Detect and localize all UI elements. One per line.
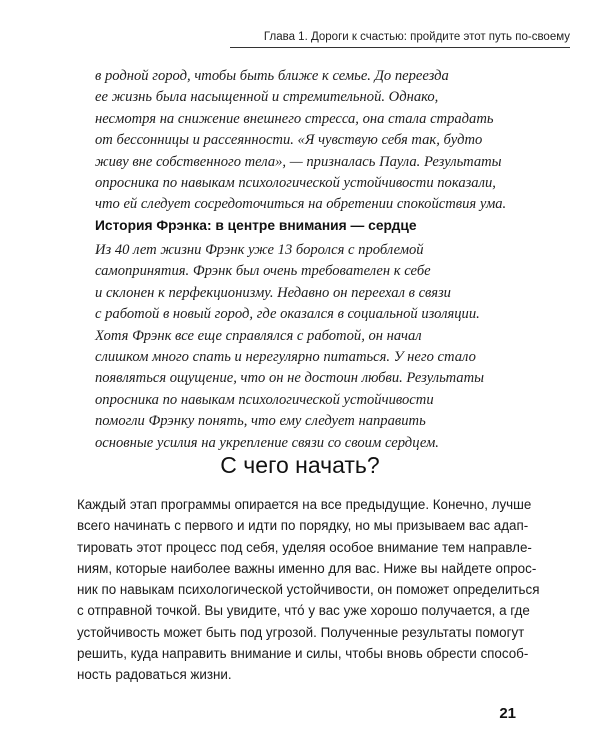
text-line: что ей следует сосредоточиться на обретении спокойствия ума.	[95, 196, 507, 213]
text-line: в родной город, чтобы быть ближе к семье. До переезда	[95, 68, 449, 84]
frank-story-text	[95, 240, 535, 454]
text-line: опросника по навыкам психологической устойчивости	[95, 391, 434, 408]
text-line: ниям, которые наиболее важны именно для вас. Ниже вы найдете опрос-	[77, 560, 537, 576]
header-rule	[230, 47, 570, 48]
text-line: от бессонницы и рассеянности. «Я чувствую себя так, будто	[95, 132, 483, 149]
text-line: несмотря на снижение внешнего стресса, она стала страдать	[95, 110, 494, 127]
section-body-text	[77, 494, 547, 686]
text-line: появляться ощущение, что он не достоин любви. Результаты	[95, 370, 485, 387]
text-line: устойчивость может быть под угрозой. Полученные результаты помогут	[77, 624, 525, 640]
text-line: самопринятия. Фрэнк был очень требователен к себе	[95, 263, 431, 280]
running-header: Глава 1. Дороги к счастью: пройдите этот путь по-своему	[263, 31, 570, 43]
text-line: с отправной точкой. Вы увидите, что́ у вас уже хорошо получается, а где	[77, 603, 530, 619]
frank-story-heading: История Фрэнка: в центре внимания — сердце	[95, 218, 417, 233]
text-line: всего начинать с первого и идти по порядку, но мы призываем вас адап-	[77, 518, 529, 534]
text-line: ник по навыкам психологической устойчивости, он поможет определиться	[77, 582, 540, 598]
text-line: ее жизнь была насыщенной и стремительной. Однако,	[95, 89, 439, 106]
text-line: Из 40 лет жизни Фрэнк уже 13 боролся с проблемой	[95, 242, 424, 258]
section-title: С чего начать?	[220, 452, 380, 478]
text-line: опросника по навыкам психологической устойчивости показали,	[95, 175, 496, 192]
text-line: основные усилия на укрепление связи со своим сердцем.	[95, 434, 439, 451]
text-line: ность радоваться жизни.	[77, 667, 232, 683]
text-line: Каждый этап программы опирается на все предыдущие. Конечно, лучше	[77, 497, 532, 512]
text-line: Хотя Фрэнк все еще справлялся с работой, он начал	[95, 327, 422, 344]
page-number: 21	[499, 705, 516, 722]
text-line: и склонен к перфекционизму. Недавно он переехал в связи	[95, 284, 451, 301]
text-line: тировать этот процесс под себя, уделяя особое внимание тем направле-	[77, 539, 532, 555]
text-line: с работой в новый город, где оказался в социальной изоляции.	[95, 306, 480, 323]
paula-story-text	[95, 66, 535, 216]
text-line: решить, куда направить внимание и силы, чтобы вновь обрести способ-	[77, 646, 529, 662]
text-line: слишком много спать и нерегулярно питаться. У него стало	[95, 349, 476, 366]
text-line: живу вне собственного тела», — призналась Паула. Результаты	[95, 153, 502, 170]
text-line: помогли Фрэнку понять, что ему следует направить	[95, 413, 426, 430]
